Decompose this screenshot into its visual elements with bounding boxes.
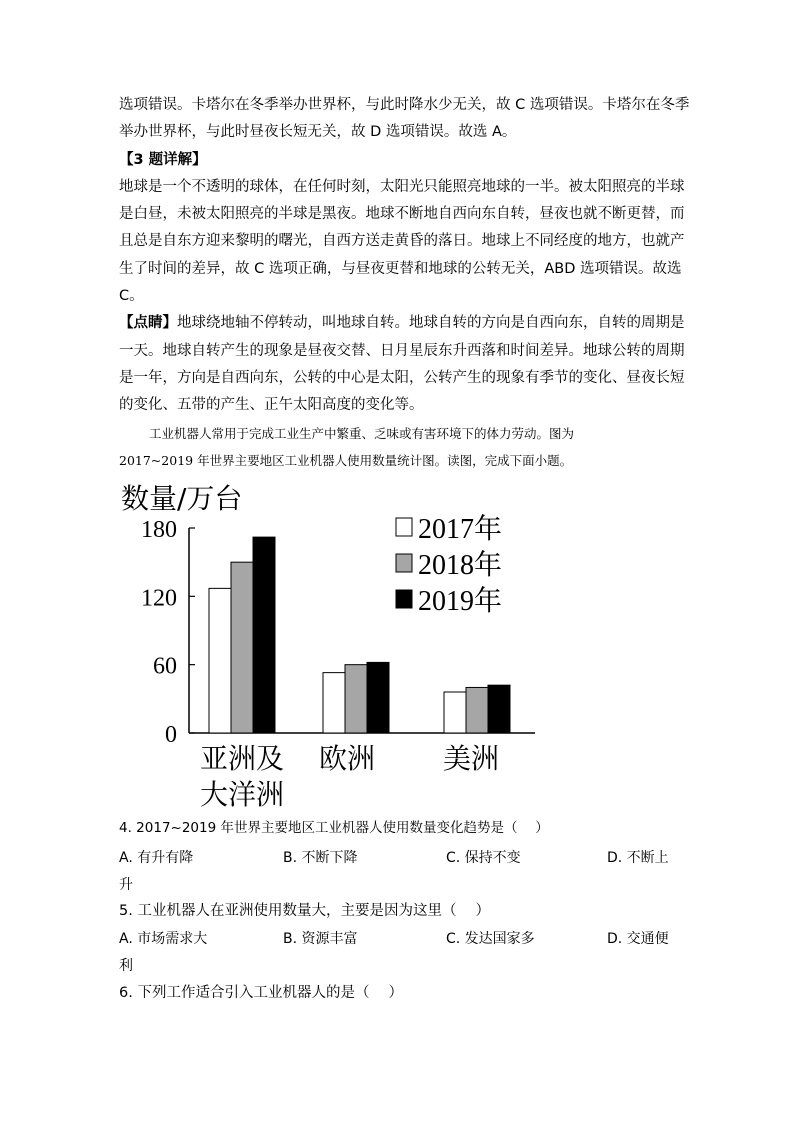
legend-swatch	[396, 518, 412, 536]
legend-label: 2018年	[418, 550, 503, 581]
option-wrap: 利	[119, 958, 133, 974]
x-tick-label: 大洋洲	[199, 778, 285, 811]
text-line: C。	[119, 288, 144, 304]
option-d: D. 交通便	[607, 931, 669, 947]
section-heading: 【3 题详解】	[119, 152, 207, 168]
legend-label: 2017年	[418, 514, 503, 545]
legend-swatch	[396, 554, 412, 572]
x-tick-label: 亚洲及	[199, 742, 285, 775]
y-tick-label: 60	[153, 653, 177, 680]
bar	[466, 687, 488, 733]
bar	[253, 537, 275, 733]
question-stem: 4. 2017~2019 年世界主要地区工业机器人使用数量变化趋势是（ ）	[119, 820, 549, 836]
option-b: B. 不断下降	[283, 850, 358, 866]
bar-chart	[119, 478, 549, 813]
y-tick-label: 0	[165, 722, 177, 748]
bar	[367, 662, 389, 733]
option-a: A. 市场需求大	[119, 931, 208, 947]
question-stem: 5. 工业机器人在亚洲使用数量大，主要是因为这里（ ）	[119, 903, 491, 919]
option-d: D. 不断上	[607, 850, 669, 866]
x-tick-label: 美洲	[442, 742, 500, 775]
option-c: C. 发达国家多	[446, 931, 535, 947]
text-line: 生了时间的差异，故 C 选项正确，与昼夜更替和地球的公转无关，ABD 选项错误。故选	[119, 261, 682, 277]
bar	[209, 588, 231, 733]
text-line: 举办世界杯，与此时昼夜长短无关，故 D 选项错误。故选 A。	[119, 124, 517, 140]
intro-line: 工业机器人常用于完成工业生产中繁重、乏味或有害环境下的体力劳动。图为	[149, 426, 575, 441]
option-wrap: 升	[119, 877, 133, 893]
option-c: C. 保持不变	[446, 850, 521, 866]
legend-swatch	[396, 590, 412, 608]
question-stem: 6. 下列工作适合引入工业机器人的是（ ）	[119, 985, 404, 1001]
y-tick-label: 120	[141, 585, 177, 612]
text-line: 一天。地球自转产生的现象是昼夜交替、日月星辰东升西落和时间差异。地球公转的周期	[119, 343, 685, 359]
bar	[323, 673, 345, 733]
tip-line	[119, 313, 685, 333]
intro-line: 2017~2019 年世界主要地区工业机器人使用数量统计图。读图，完成下面小题。	[119, 453, 573, 468]
legend-label: 2019年	[418, 586, 503, 617]
bar	[231, 562, 253, 733]
text-line: 且总是自东方迎来黎明的曙光，自西方送走黄昏的落日。地球上不同经度的地方，也就产	[119, 233, 685, 249]
y-axis-label: 数量/万台	[121, 482, 243, 515]
bar	[444, 692, 466, 733]
bar	[345, 665, 367, 733]
option-b: B. 资源丰富	[283, 931, 358, 947]
text-line: 地球绕地轴不停转动，叫地球自转。地球自转的方向是自西向东，自转的周期是	[177, 315, 685, 331]
text-line: 选项错误。卡塔尔在冬季举办世界杯，与此时降水少无关，故 C 选项错误。卡塔尔在冬季	[119, 97, 690, 113]
text-line: 是白昼，未被太阳照亮的半球是黑夜。地球不断地自西向东自转，昼夜也就不断更替，而	[119, 206, 685, 222]
tip-label: 【点睛】	[119, 315, 177, 331]
text-line: 地球是一个不透明的球体，在任何时刻，太阳光只能照亮地球的一半。被太阳照亮的半球	[119, 179, 685, 195]
text-line: 是一年，方向是自西向东，公转的中心是太阳，公转产生的现象有季节的变化、昼夜长短	[119, 370, 685, 386]
x-tick-label: 欧洲	[318, 742, 376, 775]
bar	[488, 685, 510, 733]
text-line: 的变化、五带的产生、正午太阳高度的变化等。	[119, 397, 424, 413]
option-a: A. 有升有降	[119, 850, 194, 866]
y-tick-label: 180	[141, 517, 177, 543]
